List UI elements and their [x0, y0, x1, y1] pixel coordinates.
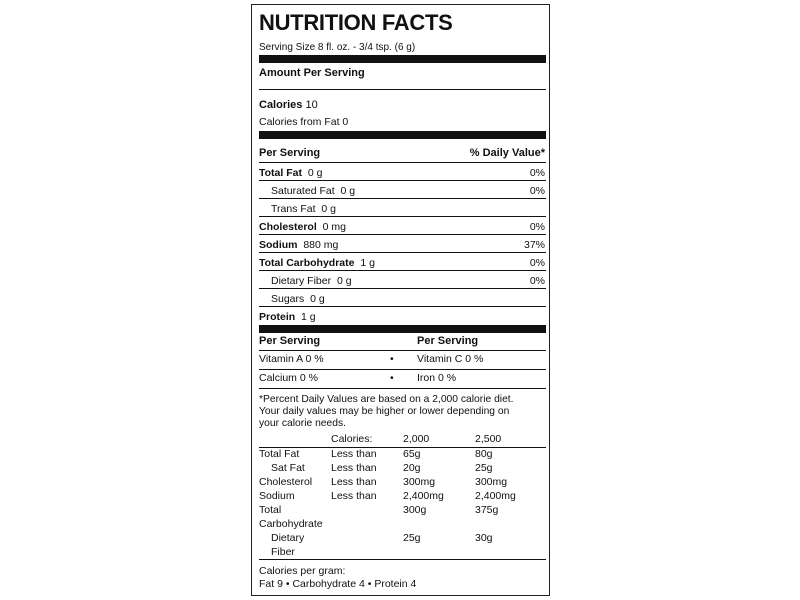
bullet-separator: • — [390, 372, 394, 384]
calories-row — [259, 99, 318, 112]
label-title: NUTRITION FACTS — [259, 10, 453, 35]
dv-cell-limit: Less than — [331, 462, 377, 474]
dv-header-calories: Calories: — [331, 433, 373, 445]
nutrient-row — [252, 271, 549, 289]
dv-header-2500: 2,500 — [475, 433, 502, 445]
serving-size: Serving Size 8 fl. oz. - 3/4 tsp. (6 g) — [259, 42, 416, 53]
calories-per-gram-label: Calories per gram: — [259, 565, 346, 577]
nutrient-dv: 0% — [529, 221, 545, 233]
nutrient-label: Sodium — [259, 239, 298, 251]
vitamins-header-left: Per Serving — [259, 335, 321, 347]
nutrient-row — [252, 253, 549, 271]
nutrient-amount: 0 g — [321, 203, 336, 215]
footnote-line: *Percent Daily Values are based on a 2,000 calorie diet. — [259, 394, 514, 405]
dv-cell-limit: Less than — [331, 448, 377, 460]
divider-thick — [259, 325, 546, 333]
nutrient-label: Saturated Fat — [271, 185, 335, 197]
nutrient-dv: 0% — [529, 185, 545, 197]
nutrient-label: Cholesterol — [259, 221, 317, 233]
dv-cell-label: Sat Fat — [271, 462, 305, 474]
footnote-line: Your daily values may be higher or lower depending on — [259, 406, 510, 417]
dv-header-2000: 2,000 — [403, 433, 430, 445]
vitamin-c: Vitamin C 0 % — [417, 353, 484, 365]
nutrient-dv: 0% — [529, 257, 545, 269]
nutrient-amount: 0 g — [310, 293, 325, 305]
nutrition-facts-label — [251, 4, 550, 596]
divider-thick — [259, 55, 546, 63]
dv-cell-label: Total Fat — [259, 448, 300, 460]
nutrient-row — [252, 235, 549, 253]
dv-cell-2000: 25g — [403, 532, 421, 544]
dv-cell-2500: 25g — [475, 462, 493, 474]
nutrient-row — [252, 289, 549, 307]
divider-thick — [259, 131, 546, 139]
dv-cell-label: Dietary — [271, 532, 305, 544]
dv-cell-2500: 80g — [475, 448, 493, 460]
dv-cell-label: Cholesterol — [259, 476, 313, 488]
dv-cell-2000: 65g — [403, 448, 421, 460]
per-serving-header: Per Serving — [259, 147, 321, 159]
dv-cell-limit: Less than — [331, 490, 377, 502]
iron: Iron 0 % — [417, 372, 457, 384]
dv-cell-label: Total — [259, 504, 282, 516]
nutrient-row — [252, 199, 549, 217]
dv-cell-2500: 2,400mg — [475, 490, 516, 502]
nutrient-amount: 1 g — [301, 311, 316, 323]
footnote-line: your calorie needs. — [259, 418, 347, 429]
dv-cell-limit: Less than — [331, 476, 377, 488]
divider — [259, 89, 546, 90]
dv-cell-2500: 30g — [475, 532, 493, 544]
nutrient-label: Total Carbohydrate — [259, 257, 355, 269]
nutrient-amount: 0 mg — [322, 221, 346, 233]
vitamins-header-right: Per Serving — [417, 335, 479, 347]
nutrient-label: Total Fat — [259, 167, 302, 179]
dv-cell-label: Carbohydrate — [259, 518, 323, 530]
nutrient-label: Trans Fat — [271, 203, 316, 215]
nutrient-amount: 1 g — [360, 257, 375, 269]
divider — [259, 369, 546, 370]
nutrient-label: Dietary Fiber — [271, 275, 332, 287]
nutrient-amount: 0 g — [340, 185, 356, 197]
dv-cell-label: Sodium — [259, 490, 295, 502]
calories-label: Calories — [259, 99, 303, 111]
nutrient-row — [252, 181, 549, 199]
calories-value: 10 — [305, 99, 318, 111]
dv-cell-2500: 300mg — [475, 476, 508, 488]
divider — [259, 388, 546, 389]
nutrient-amount: 0 g — [336, 275, 352, 287]
nutrient-label: Protein — [259, 311, 296, 323]
vitamin-a: Vitamin A 0 % — [259, 353, 324, 365]
calcium: Calcium 0 % — [259, 372, 318, 384]
nutrient-dv: 0% — [529, 275, 545, 287]
nutrient-row — [252, 163, 549, 181]
daily-value-header: % Daily Value* — [469, 147, 545, 159]
dv-cell-2000: 300mg — [403, 476, 436, 488]
nutrient-row — [252, 307, 549, 325]
nutrient-dv: 0% — [529, 167, 545, 179]
amount-per-serving: Amount Per Serving — [259, 67, 365, 79]
bullet-separator: • — [390, 353, 394, 365]
nutrient-amount: 880 mg — [303, 239, 339, 251]
dv-cell-2000: 2,400mg — [403, 490, 444, 502]
calories-from-fat: Calories from Fat 0 — [259, 116, 349, 128]
dv-cell-2000: 300g — [403, 504, 427, 516]
calories-per-gram-values: Fat 9 • Carbohydrate 4 • Protein 4 — [259, 578, 417, 590]
divider — [259, 559, 546, 560]
nutrient-dv: 37% — [523, 239, 545, 251]
nutrient-amount: 0 g — [307, 167, 323, 179]
dv-cell-2500: 375g — [475, 504, 499, 516]
nutrient-row — [252, 217, 549, 235]
dv-cell-2000: 20g — [403, 462, 421, 474]
divider — [259, 350, 546, 351]
dv-cell-label: Fiber — [271, 546, 295, 558]
nutrient-label: Sugars — [271, 293, 305, 305]
